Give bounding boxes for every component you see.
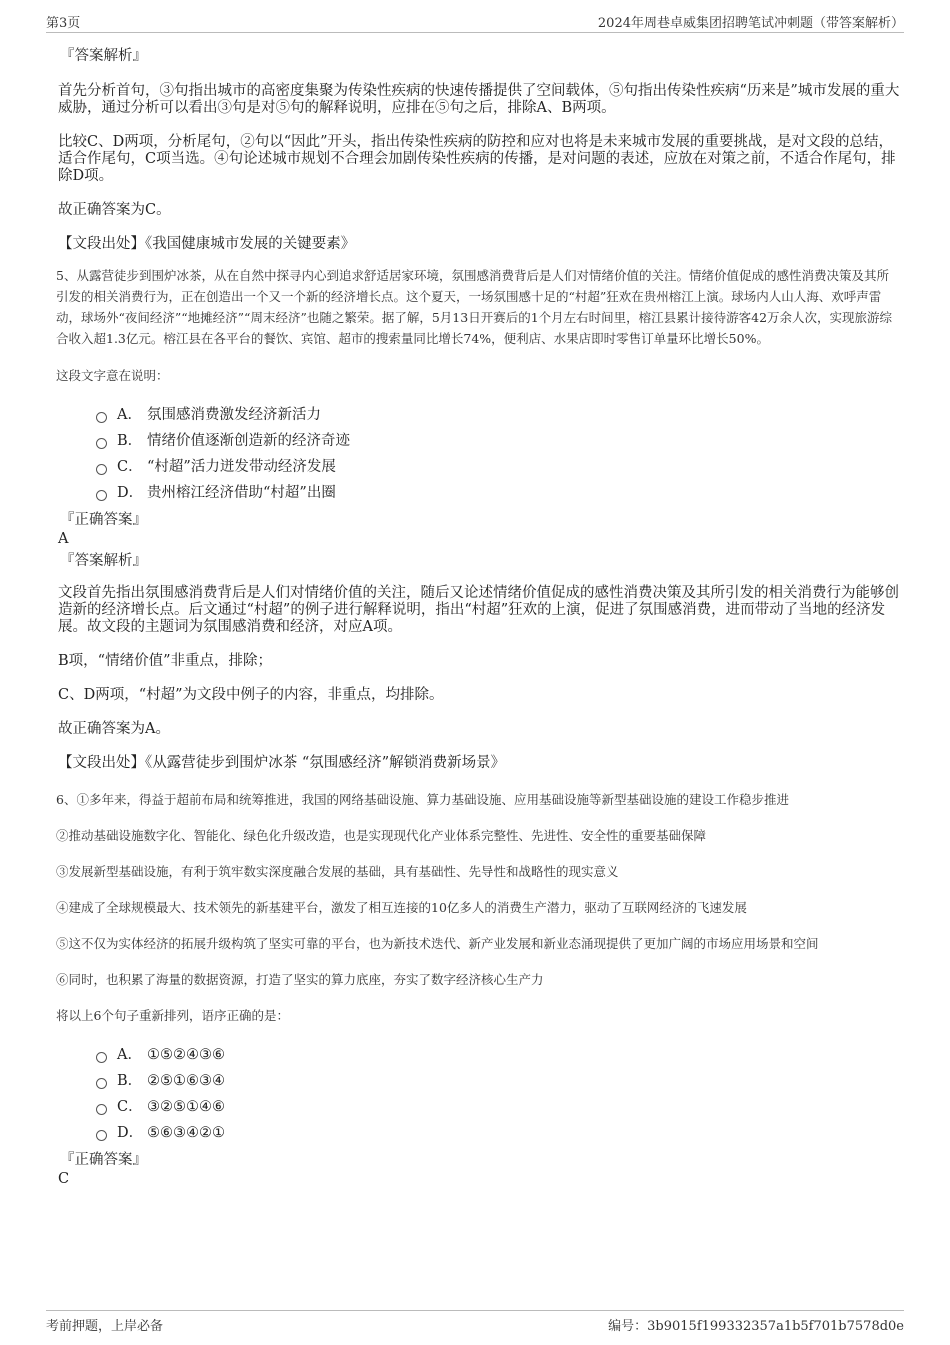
- footer-slogan: 考前押题，上岸必备: [46, 1319, 164, 1334]
- q6-answer-label: 『正确答案』: [60, 1152, 147, 1168]
- q6-options: [96, 1042, 900, 1146]
- q6-sentence-4: ④建成了全球规模最大、技术领先的新基建平台，激发了相互连接的10亿多人的消费生产潜力，驱动了互联网经济的飞速发展: [56, 900, 747, 915]
- document-id: 编号：3b9015f199332357a1b5f701b7578d0e: [608, 1319, 904, 1334]
- q4-analysis-label: 『答案解析』: [60, 48, 147, 64]
- q6-option-b[interactable]: B． ②⑤①⑥③④: [96, 1068, 900, 1094]
- q6-sentence-3: ③发展新型基础设施，有利于筑牢数实深度融合发展的基础，具有基础性、先导性和战略性的现实意义: [56, 864, 619, 879]
- q4-analysis-para-2: 比较C、D两项，分析尾句，②句以“因此”开头，指出传染性疾病的防控和应对也将是未来城市发展的重要挑战，是对文段的总结，适合作尾句，C项当选。④句论述城市规划不合理会加剧传染性疾病的传播，是对问题的表述，应放在对策之前，不适合作尾句，排除D项。: [58, 134, 896, 184]
- q4-conclusion: 故正确答案为C。: [58, 202, 171, 218]
- document-title: 2024年周巷卓威集团招聘笔试冲刺题（带答案解析）: [597, 16, 904, 31]
- radio-icon[interactable]: [96, 1104, 107, 1115]
- q6-stem: 将以上6个句子重新排列，语序正确的是：: [56, 1008, 289, 1023]
- q6-option-a[interactable]: A． ①⑤②④③⑥: [96, 1042, 900, 1068]
- q5-text: 5、从露营徒步到围炉冰茶，从在自然中探寻内心到追求舒适居家环境，氛围感消费背后是人们对情绪价值的关注。情绪价值促成的感性消费决策及其所引发的相关消费行为，正在创造出一个又一个新的经济增长点。这个夏天，一场氛围感十足的“村超”狂欢在贵州榕江上演。球场内人山人海、欢呼声雷动，球场外“夜间经济”“地摊经济”“周末经济”也随之繁荣。据了解，5月13日开赛后的1个月左右时间里，榕江县累计接待游客42万余人次，实现旅游综合收入超1.3亿元。榕江县在各平台的餐饮、宾馆、超市的搜索量同比增长74%，便利店、水果店即时零售订单量环比增长50%。: [56, 268, 893, 346]
- q6-sentence-5: ⑤这不仅为实体经济的拓展升级构筑了坚实可靠的平台，也为新技术迭代、新产业发展和新业态涌现提供了更加广阔的市场应用场景和空间: [56, 936, 819, 951]
- q5-analysis-para-2: B项，“情绪价值”非重点，排除；: [58, 653, 272, 669]
- q6-option-c[interactable]: C． ③②⑤①④⑥: [96, 1094, 900, 1120]
- q5-option-c[interactable]: C． “村超”活力迸发带动经济发展: [96, 454, 900, 480]
- q4-source: 【文段出处】《我国健康城市发展的关键要素》: [58, 236, 356, 252]
- q5-analysis-para-3: C、D两项，“村超”为文段中例子的内容，非重点，均排除。: [58, 687, 444, 703]
- q5-analysis-label: 『答案解析』: [60, 553, 147, 569]
- radio-icon[interactable]: [96, 1052, 107, 1063]
- q6-option-d[interactable]: D． ⑤⑥③④②①: [96, 1120, 900, 1146]
- radio-icon[interactable]: [96, 1130, 107, 1141]
- q6-answer: C: [58, 1171, 70, 1187]
- page-number: 第3页: [46, 16, 81, 31]
- q5-answer-label: 『正确答案』: [60, 512, 147, 528]
- q4-analysis-para-1: 首先分析首句，③句指出城市的高密度集聚为传染性疾病的快速传播提供了空间载体，⑤句指出传染性疾病“历来是”城市发展的重大威胁，通过分析可以看出③句是对⑤句的解释说明，应排在⑤句之后，排除A、B两项。: [58, 83, 900, 116]
- radio-icon[interactable]: [96, 464, 107, 475]
- radio-icon[interactable]: [96, 490, 107, 501]
- q5-option-d[interactable]: D． 贵州榕江经济借助“村超”出圈: [96, 480, 900, 506]
- radio-icon[interactable]: [96, 1078, 107, 1089]
- page-content: [56, 44, 900, 1188]
- q6-sentence-1: 6、①多年来，得益于超前布局和统筹推进，我国的网络基础设施、算力基础设施、应用基础设施等新型基础设施的建设工作稳步推进: [56, 792, 789, 807]
- q5-source: 【文段出处】《从露营徒步到围炉冰茶 “氛围感经济”解锁消费新场景》: [58, 755, 506, 771]
- page-header: [46, 10, 904, 33]
- q6-sentence-6: ⑥同时，也积累了海量的数据资源，打造了坚实的算力底座，夯实了数字经济核心生产力: [56, 972, 544, 987]
- q5-option-b[interactable]: B． 情绪价值逐渐创造新的经济奇迹: [96, 428, 900, 454]
- q5-stem: 这段文字意在说明：: [56, 368, 169, 383]
- q5-conclusion: 故正确答案为A。: [58, 721, 170, 737]
- page-footer: [46, 1310, 904, 1333]
- radio-icon[interactable]: [96, 438, 107, 449]
- q5-option-a[interactable]: A． 氛围感消费激发经济新活力: [96, 402, 900, 428]
- q5-options: [96, 402, 900, 506]
- q6-sentence-2: ②推动基础设施数字化、智能化、绿色化升级改造，也是实现现代化产业体系完整性、先进性、安全性的重要基础保障: [56, 828, 707, 843]
- radio-icon[interactable]: [96, 412, 107, 423]
- q5-analysis-para-1: 文段首先指出氛围感消费背后是人们对情绪价值的关注，随后又论述情绪价值促成的感性消费决策及其所引发的相关消费行为能够创造新的经济增长点。后文通过“村超”的例子进行解释说明，指出“村超”狂欢的上演，促进了氛围感消费，进而带动了当地的经济发展。故文段的主题词为氛围感消费和经济，对应A项。: [58, 585, 899, 635]
- q5-answer: A: [58, 531, 69, 547]
